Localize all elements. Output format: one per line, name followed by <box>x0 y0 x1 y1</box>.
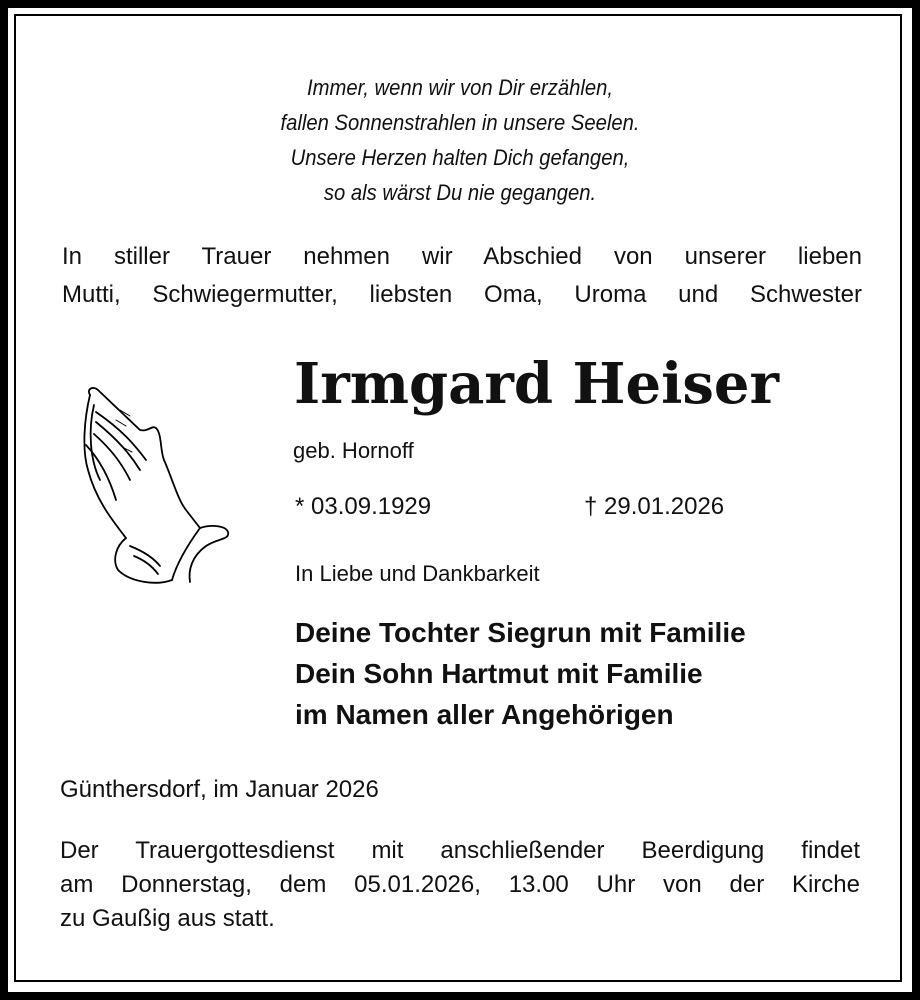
birth-date: * 03.09.1929 <box>295 493 432 520</box>
poem-line: so als wärst Du nie gegangen. <box>323 180 597 205</box>
praying-hands-icon <box>60 360 230 585</box>
poem-line: Unsere Herzen halten Dich gefangen, <box>290 145 630 170</box>
poem-line: fallen Sonnenstrahlen in unsere Seelen. <box>280 110 640 135</box>
mourner-line: im Namen aller Angehörigen <box>295 699 674 730</box>
service-line: Der Trauergottesdienst mit anschließender Beerdigung findet <box>60 837 860 864</box>
maiden-name: geb. Hornoff <box>293 438 414 463</box>
poem <box>37 70 883 210</box>
mourner-line: Dein Sohn Hartmut mit Familie <box>295 658 703 689</box>
service-line: am Donnerstag, dem 05.01.2026, 13.00 Uhr von der Kirche <box>60 871 860 898</box>
place-date: Günthersdorf, im Januar 2026 <box>60 776 379 803</box>
intro-line: Mutti, Schwiegermutter, liebsten Oma, Uroma und Schwester <box>62 281 862 308</box>
poem-line: Immer, wenn wir von Dir erzählen, <box>307 75 613 100</box>
service-info <box>60 834 860 936</box>
death-date: † 29.01.2026 <box>584 493 725 520</box>
service-line: zu Gaußig aus statt. <box>60 905 275 932</box>
deceased-name: Irmgard Heiser <box>294 351 780 417</box>
closing-phrase: In Liebe und Dankbarkeit <box>295 561 540 586</box>
mourners-list <box>295 612 746 735</box>
mourner-line: Deine Tochter Siegrun mit Familie <box>295 617 746 648</box>
intro-text <box>62 238 862 314</box>
intro-line: In stiller Trauer nehmen wir Abschied von unserer lieben <box>62 243 862 270</box>
